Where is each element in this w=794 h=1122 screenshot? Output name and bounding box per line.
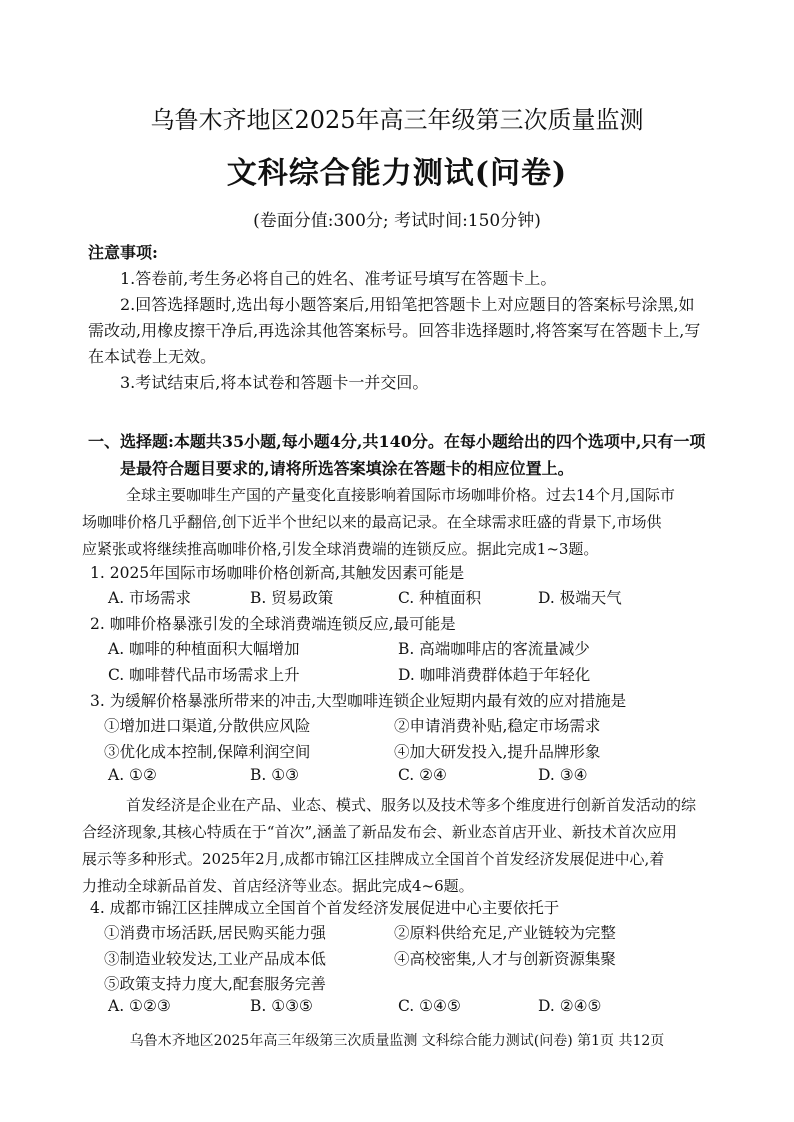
option-a: A. ①②③ xyxy=(108,997,171,1015)
passage-line: 首发经济是企业在产品、业态、模式、服务以及技术等多个维度进行创新首发活动的综 xyxy=(126,796,697,814)
note-line: 需改动,用橡皮擦干净后,再选涂其他答案标号。回答非选择题时,将答案写在答题卡上,写 xyxy=(88,321,701,340)
passage-line: 应紧张或将继续推高咖啡价格,引发全球消费端的连锁反应。据此完成1~3题。 xyxy=(82,540,599,558)
passage-line: 力推动全球新品首发、首店经济等业态。据此完成4~6题。 xyxy=(82,877,474,895)
section-line: 是最符合题目要求的,请将所选答案填涂在答题卡的相应位置上。 xyxy=(120,459,574,478)
statement-2: ②原料供给充足,产业链较为完整 xyxy=(394,924,616,942)
option-d: D. 极端天气 xyxy=(538,589,622,607)
statement-1: ①增加进口渠道,分散供应风险 xyxy=(104,717,311,735)
question-2-options-row1 xyxy=(108,637,708,663)
statement-4: ④加大研发投入,提升品牌形象 xyxy=(394,743,601,761)
question-3-options xyxy=(108,766,708,792)
option-b: B. ①③ xyxy=(250,766,300,784)
statement-4: ④高校密集,人才与创新资源集聚 xyxy=(394,950,616,968)
notes-block xyxy=(88,240,708,396)
question-2-stem: 2. 咖啡价格暴涨引发的全球消费端连锁反应,最可能是 xyxy=(90,615,456,633)
passage-first-launch-economy xyxy=(82,792,704,900)
option-b: B. ①③⑤ xyxy=(250,997,313,1015)
note-line: 1.答卷前,考生务必将自己的姓名、准考证号填写在答题卡上。 xyxy=(120,269,557,288)
question-1-stem: 1. 2025年国际市场咖啡价格创新高,其触发因素可能是 xyxy=(90,564,465,582)
option-c: C. 种植面积 xyxy=(398,589,482,607)
note-line: 3.考试结束后,将本试卷和答题卡一并交回。 xyxy=(120,373,429,392)
notes-heading: 注意事项: xyxy=(88,243,158,262)
question-3-stem: 3. 为缓解价格暴涨所带来的冲击,大型咖啡连锁企业短期内最有效的应对措施是 xyxy=(90,692,627,710)
option-a: A. 咖啡的种植面积大幅增加 xyxy=(108,640,300,658)
statement-3: ③优化成本控制,保障利润空间 xyxy=(104,743,311,761)
statement-3: ③制造业较发达,工业产品成本低 xyxy=(104,950,326,968)
page-footer: 乌鲁木齐地区2025年高三年级第三次质量监测 文科综合能力测试(问卷) 第1页 共12页 xyxy=(129,1033,665,1049)
question-4-statements-row2 xyxy=(104,947,708,973)
option-c: C. ②④ xyxy=(398,766,447,784)
paper-title: 文科综合能力测试(问卷) xyxy=(226,156,568,191)
statement-2: ②申请消费补贴,稳定市场需求 xyxy=(394,717,601,735)
note-line: 2.回答选择题时,选出每小题答案后,用铅笔把答题卡上对应题目的答案标号涂黑,如 xyxy=(120,295,695,314)
question-4-statements-row1 xyxy=(104,921,708,947)
option-d: D. ②④⑤ xyxy=(538,997,602,1015)
option-b: B. 高端咖啡店的客流量减少 xyxy=(398,640,590,658)
passage-line: 合经济现象,其核心特质在于“首次”,涵盖了新品发布会、新业态首店开业、新技术首次应用 xyxy=(82,823,677,841)
option-c: C. 咖啡替代品市场需求上升 xyxy=(108,666,300,684)
question-1-options xyxy=(108,586,708,612)
question-3-statements-row2 xyxy=(104,740,708,766)
exam-meta: (卷面分值:300分; 考试时间:150分钟) xyxy=(253,211,541,231)
question-3-statements-row1 xyxy=(104,714,708,740)
option-d: D. ③④ xyxy=(538,766,588,784)
question-4-stem: 4. 成都市锦江区挂牌成立全国首个首发经济发展促进中心主要依托于 xyxy=(90,899,560,917)
statement-1: ①消费市场活跃,居民购买能力强 xyxy=(104,924,326,942)
option-a: A. 市场需求 xyxy=(108,589,192,607)
passage-coffee xyxy=(82,482,704,563)
statement-5: ⑤政策支持力度大,配套服务完善 xyxy=(104,975,326,993)
option-d: D. 咖啡消费群体趋于年轻化 xyxy=(398,666,591,684)
section-line: 一、选择题:本题共35小题,每小题4分,共140分。在每小题给出的四个选项中,只有一项 xyxy=(88,432,706,451)
passage-line: 展示等多种形式。2025年2月,成都市锦江区挂牌成立全国首个首发经济发展促进中心,着 xyxy=(82,850,665,868)
option-a: A. ①② xyxy=(108,766,157,784)
passage-line: 全球主要咖啡生产国的产量变化直接影响着国际市场咖啡价格。过去14个月,国际市 xyxy=(126,486,675,504)
option-c: C. ①④⑤ xyxy=(398,997,461,1015)
section-heading xyxy=(88,428,708,482)
note-line: 在本试卷上无效。 xyxy=(88,347,217,366)
question-4-options xyxy=(108,997,708,1023)
exam-title: 乌鲁木齐地区2025年高三年级第三次质量监测 xyxy=(150,106,644,134)
question-2-options-row2 xyxy=(108,663,708,689)
option-b: B. 贸易政策 xyxy=(250,589,334,607)
question-4-statements-row3 xyxy=(104,972,708,998)
passage-line: 场咖啡价格几乎翻倍,创下近半个世纪以来的最高记录。在全球需求旺盛的背景下,市场供 xyxy=(82,513,662,531)
